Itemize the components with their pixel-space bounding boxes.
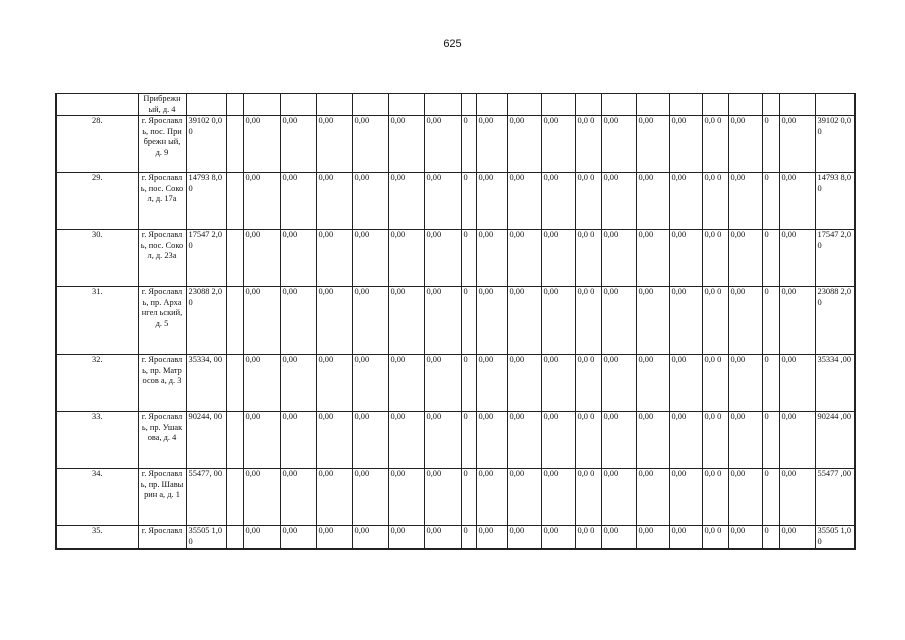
table-cell: 0,0 0	[702, 173, 728, 230]
table-row	[56, 355, 855, 412]
table-cell: г. Ярославл ь, пос. Сокол, д. 23а	[138, 230, 186, 287]
table-row	[56, 173, 855, 230]
table-cell: 0,00	[243, 287, 280, 355]
table-cell: 0,00	[779, 287, 815, 355]
table-cell: 0,00	[636, 287, 669, 355]
table-cell	[476, 94, 507, 116]
table-cell: 0,00	[280, 526, 316, 550]
table-cell: 0,00	[601, 469, 636, 526]
table-cell: 0,00	[424, 173, 461, 230]
table-cell: 0	[762, 173, 779, 230]
table-cell: 0,00	[507, 469, 541, 526]
table-cell: 35334 ,00	[815, 355, 855, 412]
table-cell	[226, 287, 243, 355]
table-cell	[226, 412, 243, 469]
table-cell: 0,00	[388, 287, 424, 355]
table-row	[56, 116, 855, 173]
table-cell: 0,00	[316, 412, 352, 469]
table-cell: 35.	[56, 526, 138, 550]
table-cell: 0,00	[388, 355, 424, 412]
table-cell: 0	[461, 287, 476, 355]
table-cell: 0,00	[779, 173, 815, 230]
table-cell: 0,00	[728, 412, 762, 469]
table-cell	[226, 526, 243, 550]
table-cell: 0,00	[669, 469, 702, 526]
table-cell: 0,00	[541, 116, 575, 173]
table-cell: 0,00	[388, 116, 424, 173]
table-cell: г. Ярославл ь, пр. Ушакова, д. 4	[138, 412, 186, 469]
table-cell: г. Ярославл ь, пр. Матросов а, д. 3	[138, 355, 186, 412]
table-cell: 0,00	[728, 116, 762, 173]
table-cell: 0,00	[243, 230, 280, 287]
table-cell	[636, 94, 669, 116]
table-cell	[815, 94, 855, 116]
table-cell: 0,00	[507, 173, 541, 230]
table-cell: 0,00	[476, 173, 507, 230]
table-cell: 0,00	[507, 412, 541, 469]
table-cell: 17547 2,00	[815, 230, 855, 287]
table-cell: 0,00	[541, 287, 575, 355]
table-cell: 0,00	[636, 116, 669, 173]
table-cell: 0,0 0	[702, 526, 728, 550]
table-cell: 0,00	[280, 230, 316, 287]
table-cell	[352, 94, 388, 116]
table-cell	[541, 94, 575, 116]
table-cell: 0,00	[636, 355, 669, 412]
table-cell: 0	[762, 526, 779, 550]
table-cell: 0	[461, 526, 476, 550]
table-cell: 0,00	[728, 469, 762, 526]
table-cell: 0,00	[352, 173, 388, 230]
table-cell: 0,00	[669, 173, 702, 230]
table-cell: 34.	[56, 469, 138, 526]
table-cell: 0,00	[280, 355, 316, 412]
table-cell: 0	[762, 287, 779, 355]
table-cell	[56, 94, 138, 116]
table-cell: 0,00	[669, 230, 702, 287]
table-cell: 0,00	[779, 469, 815, 526]
table-cell: 0,00	[352, 469, 388, 526]
table-cell: 0,00	[424, 116, 461, 173]
table-cell: 0	[461, 173, 476, 230]
table-cell: 39102 0,00	[186, 116, 226, 173]
table-cell: 0,00	[728, 287, 762, 355]
table-cell: 0,00	[507, 287, 541, 355]
table-cell: 0,00	[541, 526, 575, 550]
table-cell: 0,00	[388, 173, 424, 230]
table-row	[56, 230, 855, 287]
table-cell: 0,00	[476, 116, 507, 173]
table-cell: 0,00	[316, 355, 352, 412]
table-cell	[575, 94, 601, 116]
table-row	[56, 469, 855, 526]
table-cell	[601, 94, 636, 116]
table-cell: 0,00	[476, 355, 507, 412]
table-cell	[226, 173, 243, 230]
table-cell: 0,00	[280, 116, 316, 173]
data-table	[55, 93, 856, 550]
table-cell: 23088 2,00	[815, 287, 855, 355]
table-row	[56, 287, 855, 355]
table-cell: 30.	[56, 230, 138, 287]
table-cell: 0,00	[779, 230, 815, 287]
table-cell: 39102 0,00	[815, 116, 855, 173]
table-cell: 0,00	[601, 287, 636, 355]
table-cell: 0,00	[601, 173, 636, 230]
table-cell: 0,00	[424, 355, 461, 412]
table-cell: 29.	[56, 173, 138, 230]
table-cell: 0,0 0	[702, 469, 728, 526]
table-cell: 0,00	[541, 355, 575, 412]
table-cell: 0,00	[280, 287, 316, 355]
table-cell: 0,00	[280, 412, 316, 469]
table-cell	[461, 94, 476, 116]
table-cell: 0,00	[507, 355, 541, 412]
table-cell	[226, 230, 243, 287]
table-cell: 0,00	[243, 116, 280, 173]
table-cell: 0,00	[352, 526, 388, 550]
table-cell: 0,00	[507, 230, 541, 287]
table-cell: 33.	[56, 412, 138, 469]
table-cell: 0,00	[779, 355, 815, 412]
table-cell: 28.	[56, 116, 138, 173]
table-cell: 0,00	[779, 412, 815, 469]
table-cell: 0	[461, 412, 476, 469]
table-cell: 0,00	[728, 230, 762, 287]
table-cell: 0,00	[243, 355, 280, 412]
table-cell	[728, 94, 762, 116]
table-cell	[316, 94, 352, 116]
table-cell: 90244, 00	[186, 412, 226, 469]
table-cell: 0,00	[636, 469, 669, 526]
table-cell: 0,00	[352, 355, 388, 412]
table-cell: Прибрежн ый, д. 4	[138, 94, 186, 116]
table-cell: 0	[461, 355, 476, 412]
table-cell: г. Ярославл ь, пр. Шавырин а, д. 1	[138, 469, 186, 526]
table-cell: 0,0 0	[575, 116, 601, 173]
table-row	[56, 412, 855, 469]
table-cell	[762, 94, 779, 116]
table-cell: 55477 ,00	[815, 469, 855, 526]
table-cell: 0,00	[243, 526, 280, 550]
table-cell	[226, 94, 243, 116]
table-cell: 14793 8,00	[815, 173, 855, 230]
table-cell	[702, 94, 728, 116]
table-cell: 14793 8,00	[186, 173, 226, 230]
table-cell: 0,0 0	[702, 230, 728, 287]
table-cell: 0,00	[243, 173, 280, 230]
table-cell: 0,00	[728, 173, 762, 230]
table-cell: 0,00	[352, 287, 388, 355]
table-cell: 0,00	[424, 287, 461, 355]
table-cell	[226, 469, 243, 526]
table-cell: 0,00	[669, 412, 702, 469]
table-cell: 0,00	[636, 412, 669, 469]
table-cell	[226, 116, 243, 173]
table-cell: 0,00	[243, 412, 280, 469]
table-cell: 0,00	[388, 469, 424, 526]
table-cell: 0,00	[779, 526, 815, 550]
table-cell: 35505 1,00	[186, 526, 226, 550]
table-cell: 0,00	[601, 412, 636, 469]
table-cell: г. Ярославл	[138, 526, 186, 550]
table-cell: 0,00	[476, 469, 507, 526]
table-cell: 35505 1,00	[815, 526, 855, 550]
table-cell: 55477, 00	[186, 469, 226, 526]
table-cell: 0,00	[601, 230, 636, 287]
table-cell: 31.	[56, 287, 138, 355]
table-cell: 0,00	[424, 526, 461, 550]
table-cell: 0,00	[669, 526, 702, 550]
table-cell	[424, 94, 461, 116]
table-cell: 23088 2,00	[186, 287, 226, 355]
table-cell: 0	[762, 116, 779, 173]
table-cell	[186, 94, 226, 116]
table-cell: 0,00	[669, 287, 702, 355]
table-cell: 17547 2,00	[186, 230, 226, 287]
table-cell: 0,00	[728, 526, 762, 550]
table-cell: г. Ярославл ь, пос. Сокол, д. 17а	[138, 173, 186, 230]
table-cell: 0,00	[424, 230, 461, 287]
table-cell	[669, 94, 702, 116]
table-cell: 0,00	[507, 116, 541, 173]
table-cell: 0,00	[316, 173, 352, 230]
table-cell: 0,00	[636, 173, 669, 230]
table-cell: 0,00	[388, 412, 424, 469]
table-cell: 32.	[56, 355, 138, 412]
table-cell	[280, 94, 316, 116]
table-cell: 0,0 0	[575, 412, 601, 469]
table-cell: 0,00	[388, 526, 424, 550]
table-cell: 90244 ,00	[815, 412, 855, 469]
table-cell: 0,00	[352, 116, 388, 173]
table-cell: 0,00	[601, 116, 636, 173]
table-cell: 0,00	[316, 287, 352, 355]
table-cell: 0,00	[541, 173, 575, 230]
table-cell: 0,00	[541, 412, 575, 469]
table-cell: 0,00	[541, 469, 575, 526]
table-cell: 0,00	[601, 355, 636, 412]
table-cell: 0,00	[476, 287, 507, 355]
table-cell: 0	[461, 469, 476, 526]
table-cell: 0,00	[507, 526, 541, 550]
table-cell: 0,00	[280, 173, 316, 230]
table-cell: 0,0 0	[702, 287, 728, 355]
table-cell: 0,00	[280, 469, 316, 526]
table-cell: 0	[762, 355, 779, 412]
table-cell: 0,00	[728, 355, 762, 412]
table-cell: 0,00	[476, 412, 507, 469]
table-cell: 0,0 0	[702, 116, 728, 173]
table-cell: 0,0 0	[702, 412, 728, 469]
table-cell: 0,0 0	[575, 173, 601, 230]
table-cell: 0,00	[476, 526, 507, 550]
table-cell: 0,00	[424, 412, 461, 469]
table-cell	[507, 94, 541, 116]
table-cell: 0,00	[352, 412, 388, 469]
table-cell: 0,00	[316, 526, 352, 550]
table-cell: 0,0 0	[575, 355, 601, 412]
table-cell: 0,0 0	[575, 230, 601, 287]
table-cell: 35334, 00	[186, 355, 226, 412]
table-cell: 0,00	[316, 116, 352, 173]
table-cell: 0	[762, 469, 779, 526]
table-cell: 0,00	[316, 230, 352, 287]
table-cell: 0,0 0	[575, 469, 601, 526]
table-cell: 0,0 0	[702, 355, 728, 412]
table-cell: 0,00	[316, 469, 352, 526]
table-cell: 0,00	[243, 469, 280, 526]
table-row	[56, 526, 855, 550]
table-cell	[226, 355, 243, 412]
table-cell: 0,00	[669, 116, 702, 173]
table-cell: 0,00	[636, 526, 669, 550]
table-cell: 0,00	[424, 469, 461, 526]
table-cell: 0	[762, 230, 779, 287]
table-cell: 0,0 0	[575, 526, 601, 550]
table-cell: 0	[762, 412, 779, 469]
table-cell	[388, 94, 424, 116]
table-cell: 0,00	[352, 230, 388, 287]
table-cell: 0	[461, 230, 476, 287]
table-cell: 0,00	[541, 230, 575, 287]
table-cell: г. Ярославл ь, пр. Архангел ьский, д. 5	[138, 287, 186, 355]
page-number: 625	[443, 38, 462, 50]
table-row	[56, 94, 855, 116]
table-cell	[243, 94, 280, 116]
table-cell: 0,00	[476, 230, 507, 287]
table-cell: 0,00	[779, 116, 815, 173]
table-cell: 0,00	[388, 230, 424, 287]
table-cell: г. Ярославл ь, пос. Прибрежн ый, д. 9	[138, 116, 186, 173]
table-cell: 0,0 0	[575, 287, 601, 355]
table-cell: 0	[461, 116, 476, 173]
table-cell: 0,00	[636, 230, 669, 287]
table-cell: 0,00	[669, 355, 702, 412]
table-cell: 0,00	[601, 526, 636, 550]
table-cell	[779, 94, 815, 116]
